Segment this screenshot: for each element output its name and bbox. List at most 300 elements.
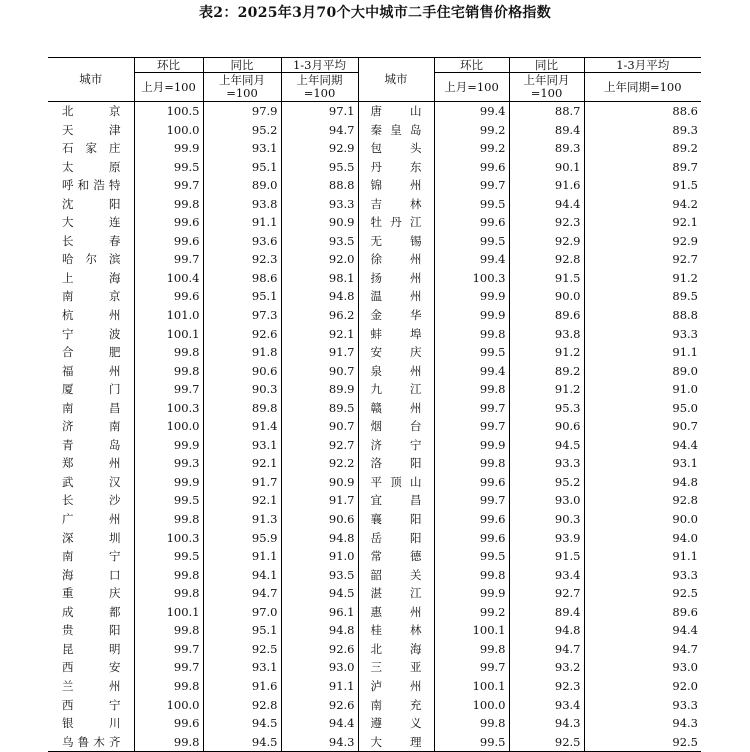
mom-value-left: 100.0 xyxy=(134,121,203,140)
city-name-right: 牡丹江 xyxy=(358,213,434,232)
mom-value-left: 99.8 xyxy=(134,343,203,362)
mom-value-left: 99.9 xyxy=(134,473,203,492)
mom-value-left: 99.9 xyxy=(134,139,203,158)
mom-value-left: 100.1 xyxy=(134,603,203,622)
yoy-value-left: 97.9 xyxy=(203,102,281,121)
avg-value-right: 92.0 xyxy=(584,677,701,696)
avg-value-right: 91.0 xyxy=(584,380,701,399)
avg-value-left: 95.5 xyxy=(281,158,358,177)
yoy-value-left: 97.0 xyxy=(203,603,281,622)
yoy-value-right: 92.7 xyxy=(509,584,584,603)
price-index-table xyxy=(48,57,701,752)
header-mom-base-left: 上月=100 xyxy=(134,73,203,102)
avg-value-right: 92.8 xyxy=(584,491,701,510)
yoy-value-left: 93.1 xyxy=(203,139,281,158)
mom-value-left: 100.3 xyxy=(134,529,203,548)
avg-value-left: 89.9 xyxy=(281,380,358,399)
yoy-value-left: 92.1 xyxy=(203,454,281,473)
mom-value-left: 99.5 xyxy=(134,158,203,177)
avg-value-right: 89.5 xyxy=(584,287,701,306)
header-city-right: 城市 xyxy=(358,58,434,102)
city-name-left: 银川 xyxy=(62,716,121,731)
city-name-right: 三亚 xyxy=(358,658,434,677)
header-yoy-left: 同比 xyxy=(203,58,281,73)
mom-value-right: 99.5 xyxy=(434,547,509,566)
city-name-left: 大连 xyxy=(62,215,121,230)
yoy-value-left: 95.2 xyxy=(203,121,281,140)
header-mom-left: 环比 xyxy=(134,58,203,73)
table-title: 表2：2025年3月70个大中城市二手住宅销售价格指数 xyxy=(198,5,552,21)
mom-value-right: 100.1 xyxy=(434,677,509,696)
mom-value-right: 99.7 xyxy=(434,399,509,418)
avg-value-left: 96.2 xyxy=(281,306,358,325)
avg-value-right: 90.7 xyxy=(584,417,701,436)
header-avg-base-right: 上年同期=100 xyxy=(584,73,701,102)
city-name-right: 秦皇岛 xyxy=(358,121,434,140)
header-yoy-base-left: 上年同月=100 xyxy=(203,73,281,102)
header-mom-base-right: 上月=100 xyxy=(434,73,509,102)
yoy-value-left: 90.6 xyxy=(203,362,281,381)
avg-value-left: 93.0 xyxy=(281,658,358,677)
avg-value-left: 97.1 xyxy=(281,102,358,121)
yoy-value-right: 89.4 xyxy=(509,121,584,140)
city-name-left: 昆明 xyxy=(62,641,121,656)
table-row xyxy=(48,213,701,232)
yoy-value-right: 93.4 xyxy=(509,566,584,585)
yoy-value-right: 92.8 xyxy=(509,250,584,269)
city-name-left: 深圳 xyxy=(62,530,121,545)
header-city-left: 城市 xyxy=(48,58,134,102)
yoy-value-left: 90.3 xyxy=(203,380,281,399)
avg-value-left: 90.9 xyxy=(281,473,358,492)
yoy-value-left: 92.3 xyxy=(203,250,281,269)
yoy-value-left: 95.9 xyxy=(203,529,281,548)
mom-value-left: 99.6 xyxy=(134,213,203,232)
table-row xyxy=(48,362,701,381)
avg-value-left: 93.5 xyxy=(281,566,358,585)
mom-value-right: 99.5 xyxy=(434,733,509,752)
avg-value-left: 90.7 xyxy=(281,417,358,436)
yoy-value-right: 95.2 xyxy=(509,473,584,492)
table-row xyxy=(48,454,701,473)
table-row xyxy=(48,158,701,177)
yoy-value-right: 92.3 xyxy=(509,677,584,696)
city-name-right: 安庆 xyxy=(358,343,434,362)
yoy-value-right: 93.0 xyxy=(509,491,584,510)
table-row xyxy=(48,343,701,362)
avg-value-right: 89.0 xyxy=(584,362,701,381)
table-row xyxy=(48,677,701,696)
yoy-value-right: 92.5 xyxy=(509,733,584,752)
city-name-right: 徐州 xyxy=(358,250,434,269)
mom-value-left: 100.1 xyxy=(134,325,203,344)
avg-value-left: 90.6 xyxy=(281,510,358,529)
avg-value-right: 93.3 xyxy=(584,325,701,344)
mom-value-left: 100.0 xyxy=(134,417,203,436)
mom-value-right: 99.9 xyxy=(434,306,509,325)
avg-value-right: 90.0 xyxy=(584,510,701,529)
yoy-value-left: 94.7 xyxy=(203,584,281,603)
mom-value-left: 100.5 xyxy=(134,102,203,121)
table-row xyxy=(48,658,701,677)
avg-value-right: 88.8 xyxy=(584,306,701,325)
yoy-value-left: 97.3 xyxy=(203,306,281,325)
yoy-value-right: 90.1 xyxy=(509,158,584,177)
avg-value-right: 92.5 xyxy=(584,733,701,752)
yoy-value-right: 93.2 xyxy=(509,658,584,677)
city-name-right: 锦州 xyxy=(358,176,434,195)
avg-value-left: 94.5 xyxy=(281,584,358,603)
yoy-value-right: 93.4 xyxy=(509,696,584,715)
mom-value-right: 99.6 xyxy=(434,473,509,492)
mom-value-left: 99.3 xyxy=(134,454,203,473)
city-name-left: 呼和浩特 xyxy=(62,178,121,193)
yoy-value-right: 91.5 xyxy=(509,547,584,566)
avg-value-right: 94.0 xyxy=(584,529,701,548)
table-row xyxy=(48,287,701,306)
table-body xyxy=(48,102,701,752)
city-name-left: 兰州 xyxy=(62,678,121,693)
mom-value-left: 99.5 xyxy=(134,547,203,566)
avg-value-left: 94.8 xyxy=(281,529,358,548)
mom-value-left: 101.0 xyxy=(134,306,203,325)
yoy-value-left: 91.7 xyxy=(203,473,281,492)
yoy-value-left: 92.1 xyxy=(203,491,281,510)
city-name-left: 长春 xyxy=(62,233,121,248)
mom-value-left: 99.5 xyxy=(134,491,203,510)
mom-value-right: 99.8 xyxy=(434,454,509,473)
avg-value-right: 92.5 xyxy=(584,584,701,603)
yoy-value-left: 91.6 xyxy=(203,677,281,696)
yoy-value-left: 92.8 xyxy=(203,696,281,715)
mom-value-right: 99.4 xyxy=(434,362,509,381)
city-name-left: 广州 xyxy=(62,512,121,527)
table-row xyxy=(48,436,701,455)
city-name-right: 南充 xyxy=(358,696,434,715)
mom-value-left: 99.6 xyxy=(134,714,203,733)
mom-value-left: 99.8 xyxy=(134,566,203,585)
city-name-left: 西安 xyxy=(62,660,121,675)
city-name-right: 泉州 xyxy=(358,362,434,381)
mom-value-right: 99.6 xyxy=(434,213,509,232)
city-name-right: 无锡 xyxy=(358,232,434,251)
avg-value-right: 93.0 xyxy=(584,658,701,677)
mom-value-left: 99.8 xyxy=(134,510,203,529)
header-mom-right: 环比 xyxy=(434,58,509,73)
avg-value-left: 94.8 xyxy=(281,621,358,640)
city-name-right: 包头 xyxy=(358,139,434,158)
avg-value-left: 91.0 xyxy=(281,547,358,566)
table-row xyxy=(48,640,701,659)
yoy-value-right: 94.5 xyxy=(509,436,584,455)
city-name-left: 海口 xyxy=(62,567,121,582)
table-row xyxy=(48,232,701,251)
mom-value-left: 99.7 xyxy=(134,380,203,399)
city-name-right: 惠州 xyxy=(358,603,434,622)
mom-value-right: 99.2 xyxy=(434,121,509,140)
table-row xyxy=(48,584,701,603)
mom-value-right: 99.6 xyxy=(434,529,509,548)
yoy-value-left: 93.1 xyxy=(203,658,281,677)
city-name-right: 唐山 xyxy=(358,102,434,121)
mom-value-right: 99.8 xyxy=(434,380,509,399)
city-name-left: 西宁 xyxy=(62,697,121,712)
table-row xyxy=(48,566,701,585)
avg-value-left: 90.7 xyxy=(281,362,358,381)
table-row xyxy=(48,491,701,510)
yoy-value-left: 91.4 xyxy=(203,417,281,436)
avg-value-right: 94.8 xyxy=(584,473,701,492)
avg-value-left: 93.3 xyxy=(281,195,358,214)
table-row xyxy=(48,325,701,344)
mom-value-right: 99.5 xyxy=(434,343,509,362)
avg-value-left: 92.9 xyxy=(281,139,358,158)
city-name-left: 贵阳 xyxy=(62,623,121,638)
city-name-right: 金华 xyxy=(358,306,434,325)
city-name-left: 南京 xyxy=(62,289,121,304)
table-row xyxy=(48,547,701,566)
avg-value-left: 92.0 xyxy=(281,250,358,269)
header-avg-base-left: 上年同期=100 xyxy=(281,73,358,102)
avg-value-left: 94.7 xyxy=(281,121,358,140)
yoy-value-left: 91.1 xyxy=(203,547,281,566)
yoy-value-left: 91.8 xyxy=(203,343,281,362)
table-row xyxy=(48,139,701,158)
yoy-value-left: 94.5 xyxy=(203,733,281,752)
mom-value-right: 99.2 xyxy=(434,603,509,622)
city-name-left: 太原 xyxy=(62,159,121,174)
yoy-value-left: 93.6 xyxy=(203,232,281,251)
mom-value-right: 100.0 xyxy=(434,696,509,715)
city-name-left: 上海 xyxy=(62,270,121,285)
city-name-left: 福州 xyxy=(62,363,121,378)
yoy-value-right: 94.8 xyxy=(509,621,584,640)
table-row xyxy=(48,399,701,418)
avg-value-left: 93.5 xyxy=(281,232,358,251)
yoy-value-left: 89.8 xyxy=(203,399,281,418)
mom-value-left: 99.9 xyxy=(134,436,203,455)
city-name-left: 石家庄 xyxy=(62,141,121,156)
mom-value-left: 99.7 xyxy=(134,176,203,195)
table-row xyxy=(48,733,701,752)
mom-value-right: 99.7 xyxy=(434,491,509,510)
yoy-value-left: 93.1 xyxy=(203,436,281,455)
table-row xyxy=(48,529,701,548)
avg-value-left: 89.5 xyxy=(281,399,358,418)
avg-value-right: 94.4 xyxy=(584,621,701,640)
mom-value-right: 99.5 xyxy=(434,232,509,251)
avg-value-right: 93.3 xyxy=(584,566,701,585)
yoy-value-right: 94.3 xyxy=(509,714,584,733)
city-name-right: 烟台 xyxy=(358,417,434,436)
table-row xyxy=(48,176,701,195)
mom-value-right: 99.7 xyxy=(434,176,509,195)
mom-value-left: 99.8 xyxy=(134,195,203,214)
city-name-right: 桂林 xyxy=(358,621,434,640)
city-name-left: 哈尔滨 xyxy=(62,252,121,267)
mom-value-right: 99.7 xyxy=(434,417,509,436)
city-name-left: 郑州 xyxy=(62,456,121,471)
mom-value-left: 100.4 xyxy=(134,269,203,288)
header-yoy-right: 同比 xyxy=(509,58,584,73)
mom-value-left: 99.6 xyxy=(134,287,203,306)
table-row xyxy=(48,102,701,121)
avg-value-right: 94.3 xyxy=(584,714,701,733)
yoy-value-right: 91.6 xyxy=(509,176,584,195)
avg-value-left: 94.4 xyxy=(281,714,358,733)
table-row xyxy=(48,621,701,640)
yoy-value-left: 92.6 xyxy=(203,325,281,344)
city-name-right: 宜昌 xyxy=(358,491,434,510)
yoy-value-left: 98.6 xyxy=(203,269,281,288)
city-name-left: 长沙 xyxy=(62,493,121,508)
avg-value-left: 91.7 xyxy=(281,491,358,510)
mom-value-right: 99.8 xyxy=(434,640,509,659)
city-name-right: 大理 xyxy=(358,733,434,752)
table-row xyxy=(48,380,701,399)
city-name-right: 扬州 xyxy=(358,269,434,288)
mom-value-right: 99.8 xyxy=(434,566,509,585)
mom-value-right: 99.6 xyxy=(434,158,509,177)
table-row xyxy=(48,473,701,492)
city-name-right: 北海 xyxy=(358,640,434,659)
yoy-value-right: 91.2 xyxy=(509,380,584,399)
city-name-right: 岳阳 xyxy=(358,529,434,548)
yoy-value-right: 92.9 xyxy=(509,232,584,251)
mom-value-left: 100.0 xyxy=(134,696,203,715)
yoy-value-right: 92.3 xyxy=(509,213,584,232)
yoy-value-right: 91.5 xyxy=(509,269,584,288)
table-row xyxy=(48,195,701,214)
mom-value-left: 99.7 xyxy=(134,658,203,677)
yoy-value-right: 89.2 xyxy=(509,362,584,381)
mom-value-right: 100.1 xyxy=(434,621,509,640)
mom-value-right: 99.2 xyxy=(434,139,509,158)
city-name-right: 赣州 xyxy=(358,399,434,418)
mom-value-right: 99.9 xyxy=(434,287,509,306)
avg-value-right: 91.1 xyxy=(584,547,701,566)
avg-value-right: 95.0 xyxy=(584,399,701,418)
yoy-value-left: 89.0 xyxy=(203,176,281,195)
yoy-value-right: 88.7 xyxy=(509,102,584,121)
yoy-value-left: 91.3 xyxy=(203,510,281,529)
table-row xyxy=(48,417,701,436)
city-name-right: 丹东 xyxy=(358,158,434,177)
yoy-value-right: 89.6 xyxy=(509,306,584,325)
avg-value-left: 92.1 xyxy=(281,325,358,344)
city-name-right: 洛阳 xyxy=(358,454,434,473)
city-name-right: 常德 xyxy=(358,547,434,566)
city-name-left: 沈阳 xyxy=(62,196,121,211)
mom-value-left: 99.8 xyxy=(134,584,203,603)
table-row xyxy=(48,714,701,733)
city-name-left: 厦门 xyxy=(62,382,121,397)
avg-value-right: 94.2 xyxy=(584,195,701,214)
city-name-left: 杭州 xyxy=(62,308,121,323)
yoy-value-right: 90.3 xyxy=(509,510,584,529)
avg-value-right: 88.6 xyxy=(584,102,701,121)
avg-value-right: 92.9 xyxy=(584,232,701,251)
yoy-value-right: 94.7 xyxy=(509,640,584,659)
yoy-value-right: 93.3 xyxy=(509,454,584,473)
mom-value-right: 99.4 xyxy=(434,102,509,121)
mom-value-left: 99.8 xyxy=(134,621,203,640)
avg-value-left: 88.8 xyxy=(281,176,358,195)
city-name-right: 温州 xyxy=(358,287,434,306)
city-name-right: 济宁 xyxy=(358,436,434,455)
yoy-value-left: 93.8 xyxy=(203,195,281,214)
mom-value-right: 99.8 xyxy=(434,325,509,344)
avg-value-right: 92.7 xyxy=(584,250,701,269)
header-yoy-base-right: 上年同月=100 xyxy=(509,73,584,102)
yoy-value-left: 94.1 xyxy=(203,566,281,585)
city-name-left: 重庆 xyxy=(62,586,121,601)
yoy-value-right: 90.6 xyxy=(509,417,584,436)
yoy-value-right: 94.4 xyxy=(509,195,584,214)
yoy-value-right: 89.3 xyxy=(509,139,584,158)
city-name-left: 宁波 xyxy=(62,326,121,341)
table-row xyxy=(48,603,701,622)
yoy-value-right: 90.0 xyxy=(509,287,584,306)
avg-value-left: 92.6 xyxy=(281,696,358,715)
avg-value-left: 91.1 xyxy=(281,677,358,696)
avg-value-left: 90.9 xyxy=(281,213,358,232)
avg-value-left: 98.1 xyxy=(281,269,358,288)
mom-value-right: 99.9 xyxy=(434,584,509,603)
city-name-left: 天津 xyxy=(62,122,121,137)
city-name-right: 襄阳 xyxy=(358,510,434,529)
city-name-left: 济南 xyxy=(62,419,121,434)
mom-value-right: 99.7 xyxy=(434,658,509,677)
avg-value-right: 93.3 xyxy=(584,696,701,715)
mom-value-left: 99.8 xyxy=(134,733,203,752)
yoy-value-right: 91.2 xyxy=(509,343,584,362)
city-name-right: 湛江 xyxy=(358,584,434,603)
avg-value-right: 92.1 xyxy=(584,213,701,232)
city-name-right: 平顶山 xyxy=(358,473,434,492)
avg-value-right: 94.4 xyxy=(584,436,701,455)
avg-value-right: 89.6 xyxy=(584,603,701,622)
city-name-right: 蚌埠 xyxy=(358,325,434,344)
avg-value-left: 92.6 xyxy=(281,640,358,659)
city-name-right: 泸州 xyxy=(358,677,434,696)
avg-value-left: 94.8 xyxy=(281,287,358,306)
table-row xyxy=(48,510,701,529)
yoy-value-left: 92.5 xyxy=(203,640,281,659)
city-name-left: 南宁 xyxy=(62,549,121,564)
city-name-left: 青岛 xyxy=(62,437,121,452)
avg-value-right: 93.1 xyxy=(584,454,701,473)
avg-value-right: 89.7 xyxy=(584,158,701,177)
yoy-value-left: 91.1 xyxy=(203,213,281,232)
mom-value-left: 99.7 xyxy=(134,250,203,269)
avg-value-right: 89.2 xyxy=(584,139,701,158)
avg-value-right: 94.7 xyxy=(584,640,701,659)
yoy-value-right: 95.3 xyxy=(509,399,584,418)
city-name-right: 吉林 xyxy=(358,195,434,214)
avg-value-left: 94.3 xyxy=(281,733,358,752)
avg-value-right: 89.3 xyxy=(584,121,701,140)
yoy-value-left: 95.1 xyxy=(203,158,281,177)
avg-value-right: 91.1 xyxy=(584,343,701,362)
mom-value-right: 100.3 xyxy=(434,269,509,288)
table-row xyxy=(48,121,701,140)
city-name-right: 九江 xyxy=(358,380,434,399)
city-name-left: 成都 xyxy=(62,604,121,619)
header-avg-right: 1-3月平均 xyxy=(584,58,701,73)
avg-value-left: 96.1 xyxy=(281,603,358,622)
yoy-value-left: 95.1 xyxy=(203,621,281,640)
